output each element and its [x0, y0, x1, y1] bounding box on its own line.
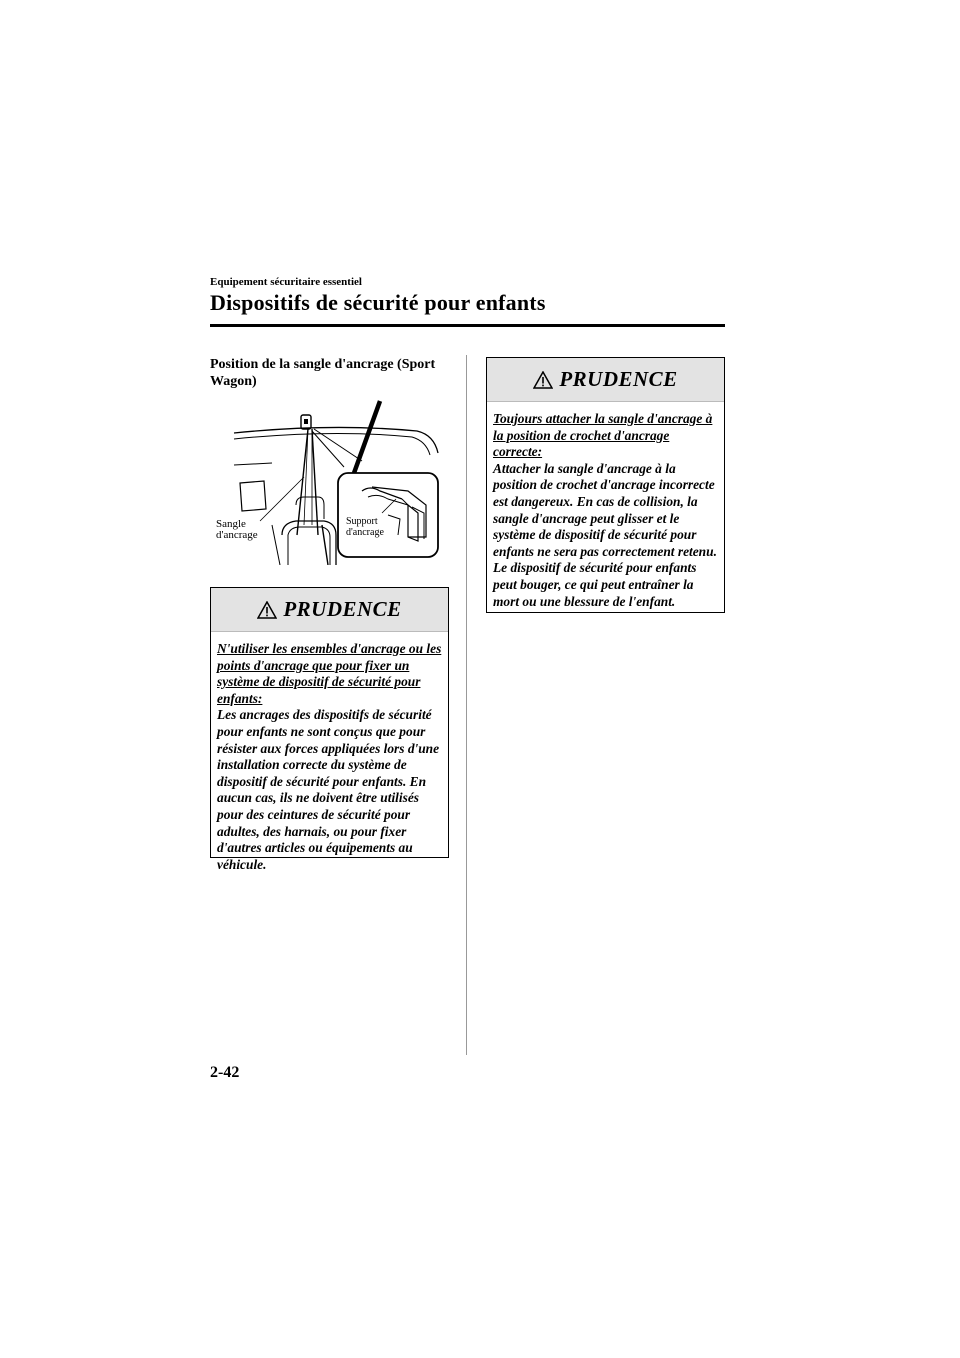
title-rule	[210, 324, 725, 327]
page-number: 2-42	[210, 1064, 240, 1081]
caution-box-right	[486, 357, 725, 613]
caution-header	[211, 588, 448, 632]
support-label-line1: Support	[346, 516, 378, 527]
caution-body	[211, 632, 448, 879]
caution-body	[487, 402, 724, 616]
caution-lead: Toujours attacher la sangle d'ancrage à la position de crochet d'ancrage correcte:	[493, 411, 713, 460]
figure-caption: Position de la sangle d'ancrage (Sport Wagon)	[210, 357, 436, 389]
caution-heading: PRUDENCE	[283, 597, 402, 621]
warning-triangle-icon	[257, 601, 277, 619]
support-label	[346, 516, 384, 538]
support-label-line2: d'ancrage	[346, 527, 384, 538]
caution-text: Attacher la sangle d'ancrage à la position de crochet d'ancrage incorrecte est dangereux. En cas de collision, la sangle d'ancrage peut glisser et le système de dispositif de sécurité pour enfants ne sera pas correctement retenu. Le dispositif de sécurité pour enfants peut bouger, ce qui peut entraîner la mort ou une blessure de l'enfant.	[493, 460, 717, 609]
caution-box-left	[210, 587, 449, 872]
section-label: Equipement sécuritaire essentiel	[210, 276, 362, 288]
strap-label-line1: Sangle	[216, 518, 246, 530]
page-title: Dispositifs de sécurité pour enfants	[210, 290, 546, 315]
caution-lead: N'utiliser les ensembles d'ancrage ou les points d'ancrage que pour fixer un système de dispositif de sécurité pour enfants:	[217, 641, 442, 706]
caution-heading: PRUDENCE	[559, 367, 678, 391]
caution-header	[487, 358, 724, 402]
column-divider	[466, 355, 467, 1055]
tether-strap-illustration	[212, 395, 452, 565]
caution-text: Les ancrages des dispositifs de sécurité pour enfants ne sont conçus que pour résister aux forces appliquées lors d'une installation correcte du système de dispositif de sécurité pour enfants. En aucun cas, ils ne doivent être utilisés pour des ceintures de sécurité pour adultes, des harnais, ou pour fixer d'autres articles ou équipements au véhicule.	[217, 707, 440, 872]
strap-label-line2: d'ancrage	[216, 529, 258, 541]
warning-triangle-icon	[533, 371, 553, 389]
strap-label	[216, 519, 258, 541]
